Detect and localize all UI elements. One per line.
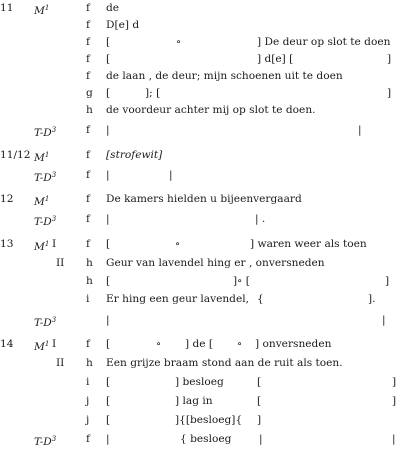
variant-segment: ] waren weer als toen bbox=[250, 238, 367, 250]
variant-segment: ] de [ bbox=[185, 338, 214, 350]
witness-superscript: 3 bbox=[51, 435, 57, 443]
apparatus-line bbox=[0, 211, 402, 228]
variant-segment: | bbox=[106, 433, 110, 445]
variant-segment: | bbox=[106, 213, 110, 225]
variant-segment: ] bbox=[387, 87, 392, 99]
verse-number: 11 bbox=[0, 2, 14, 14]
verse-number: 12 bbox=[0, 193, 14, 205]
variant-segment: [ bbox=[106, 395, 111, 407]
apparatus-line bbox=[0, 191, 402, 208]
variant-text: [strofewit] bbox=[106, 149, 163, 161]
stage-label: f bbox=[86, 70, 90, 82]
witness-siglum bbox=[34, 312, 56, 332]
stage-label: f bbox=[86, 169, 90, 181]
apparatus-line bbox=[0, 17, 402, 34]
apparatus-line bbox=[0, 167, 402, 184]
variant-text: de voordeur achter mij op slot te doen. bbox=[106, 104, 316, 116]
variant-segment: | bbox=[358, 124, 362, 136]
variant-segment: ] besloeg bbox=[175, 376, 224, 388]
variant-segment: ∘ bbox=[176, 36, 182, 48]
witness-superscript: 3 bbox=[51, 171, 57, 179]
variant-segment: ∘ bbox=[237, 338, 243, 350]
witness-name: T-D bbox=[34, 436, 52, 448]
variant-segment: | bbox=[259, 433, 263, 445]
layer-numeral: II bbox=[56, 257, 65, 269]
witness-siglum bbox=[34, 336, 57, 356]
verse-number: 11/12 bbox=[0, 149, 31, 161]
stage-label: f bbox=[86, 433, 90, 445]
witness-name: T-D bbox=[34, 317, 52, 329]
variant-segment: [ bbox=[106, 414, 111, 426]
variant-text: Geur van lavendel hing er , onversneden bbox=[106, 257, 325, 269]
witness-name: M bbox=[34, 341, 45, 353]
apparatus-line bbox=[0, 374, 402, 391]
variant-segment: [ bbox=[257, 395, 262, 407]
variant-segment: | bbox=[106, 314, 110, 326]
stage-label: j bbox=[86, 414, 90, 426]
witness-superscript: 3 bbox=[51, 215, 57, 223]
witness-name: M bbox=[34, 5, 45, 17]
apparatus-line bbox=[0, 102, 402, 119]
variant-segment: [ bbox=[106, 53, 111, 65]
apparatus-line bbox=[0, 255, 402, 272]
variant-segment: ] bbox=[392, 395, 397, 407]
witness-siglum bbox=[34, 191, 49, 211]
variant-segment: { bbox=[257, 293, 264, 305]
variant-segment: [ bbox=[106, 87, 111, 99]
variant-segment: | bbox=[106, 124, 110, 136]
variant-text: D[e] d bbox=[106, 19, 140, 31]
witness-superscript: 1 bbox=[44, 4, 50, 12]
apparatus-line bbox=[0, 51, 402, 68]
witness-name: M bbox=[34, 196, 45, 208]
variant-segment: | bbox=[169, 169, 173, 181]
variant-segment: [ bbox=[106, 275, 111, 287]
witness-superscript: 3 bbox=[51, 316, 57, 324]
variant-text: de laan , de deur; mijn schoenen uit te doen bbox=[106, 70, 343, 82]
apparatus-line bbox=[0, 236, 402, 253]
witness-name: M bbox=[34, 152, 45, 164]
variant-segment: ]∘ [ bbox=[233, 275, 250, 287]
variant-segment: [ bbox=[257, 376, 262, 388]
witness-name: M bbox=[34, 241, 45, 253]
variant-segment: [ bbox=[106, 338, 111, 350]
stage-label: f bbox=[86, 124, 90, 136]
witness-superscript: 1 bbox=[44, 195, 50, 203]
variant-segment: | bbox=[106, 169, 110, 181]
stage-label: f bbox=[86, 53, 90, 65]
layer-numeral: I bbox=[52, 338, 57, 350]
apparatus-line bbox=[0, 147, 402, 164]
stage-label: f bbox=[86, 338, 90, 350]
witness-siglum bbox=[34, 167, 56, 187]
stage-label: f bbox=[86, 2, 90, 14]
variant-segment: ] bbox=[387, 53, 392, 65]
variant-segment: ] De deur op slot te doen bbox=[257, 36, 391, 48]
witness-siglum bbox=[34, 431, 56, 451]
witness-superscript: 1 bbox=[44, 240, 50, 248]
variant-segment: [ bbox=[106, 36, 111, 48]
variant-segment: ]{[besloeg]{ bbox=[175, 414, 243, 426]
variant-segment: ] bbox=[392, 376, 397, 388]
witness-siglum bbox=[34, 147, 49, 167]
variant-segment: ] bbox=[385, 275, 390, 287]
apparatus-line bbox=[0, 355, 402, 372]
stage-label: j bbox=[86, 395, 90, 407]
witness-name: T-D bbox=[34, 127, 52, 139]
stage-label: f bbox=[86, 213, 90, 225]
variant-segment: [ bbox=[106, 376, 111, 388]
stage-label: h bbox=[86, 104, 93, 116]
apparatus-line bbox=[0, 68, 402, 85]
verse-number: 13 bbox=[0, 238, 14, 250]
apparatus-line bbox=[0, 393, 402, 410]
stage-label: f bbox=[86, 238, 90, 250]
witness-superscript: 3 bbox=[51, 126, 57, 134]
witness-siglum bbox=[34, 122, 56, 142]
apparatus-line bbox=[0, 312, 402, 329]
apparatus-line bbox=[0, 336, 402, 353]
variant-segment: ] bbox=[257, 414, 262, 426]
variant-segment: | bbox=[392, 433, 396, 445]
apparatus-line bbox=[0, 85, 402, 102]
variant-segment: ]; [ bbox=[145, 87, 161, 99]
variant-segment: ] d[e] [ bbox=[257, 53, 294, 65]
variant-segment: | . bbox=[255, 213, 266, 225]
variant-text: de bbox=[106, 2, 120, 14]
apparatus-line bbox=[0, 0, 402, 17]
stage-label: i bbox=[86, 293, 90, 305]
apparatus-line bbox=[0, 412, 402, 429]
stage-label: f bbox=[86, 19, 90, 31]
witness-siglum bbox=[34, 236, 57, 256]
variant-segment: ] lag in bbox=[175, 395, 213, 407]
stage-label: f bbox=[86, 36, 90, 48]
stage-label: h bbox=[86, 275, 93, 287]
witness-superscript: 1 bbox=[44, 151, 50, 159]
stage-label: f bbox=[86, 149, 90, 161]
variant-segment: [ bbox=[106, 238, 111, 250]
variant-segment: Er hing een geur lavendel, bbox=[106, 293, 249, 305]
variant-segment: ] onversneden bbox=[255, 338, 332, 350]
variant-segment: | bbox=[382, 314, 386, 326]
variant-segment: { besloeg bbox=[180, 433, 232, 445]
layer-numeral: II bbox=[56, 357, 65, 369]
stage-label: h bbox=[86, 257, 93, 269]
verse-number: 14 bbox=[0, 338, 14, 350]
stage-label: g bbox=[86, 87, 93, 99]
witness-superscript: 1 bbox=[44, 340, 50, 348]
variant-text: De kamers hielden u bijeenvergaard bbox=[106, 193, 302, 205]
apparatus-line bbox=[0, 291, 402, 308]
apparatus-line bbox=[0, 34, 402, 51]
witness-name: T-D bbox=[34, 172, 52, 184]
apparatus-line bbox=[0, 122, 402, 139]
variant-segment: ]. bbox=[368, 293, 376, 305]
apparatus-line bbox=[0, 431, 402, 448]
variant-segment: ∘ bbox=[175, 238, 181, 250]
stage-label: h bbox=[86, 357, 93, 369]
apparatus-line bbox=[0, 273, 402, 290]
variant-text: Een grijze braam stond aan de ruit als toen. bbox=[106, 357, 343, 369]
stage-label: f bbox=[86, 193, 90, 205]
variant-segment: ∘ bbox=[156, 338, 162, 350]
witness-siglum bbox=[34, 211, 56, 231]
stage-label: i bbox=[86, 376, 90, 388]
witness-name: T-D bbox=[34, 216, 52, 228]
layer-numeral: I bbox=[52, 238, 57, 250]
